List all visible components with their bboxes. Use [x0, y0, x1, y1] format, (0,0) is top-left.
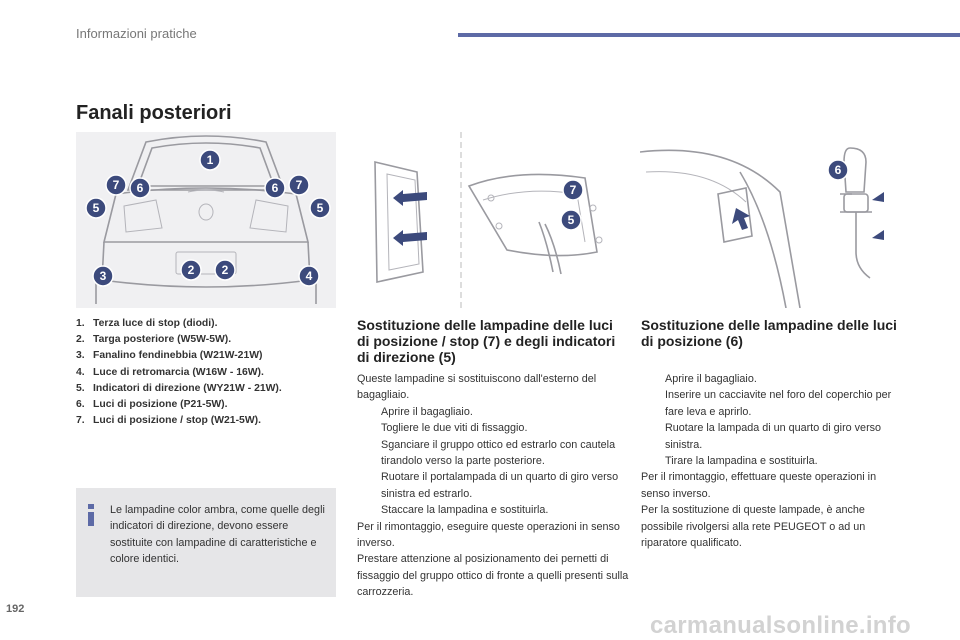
legend-item: 2. Targa posteriore (W5W-5W). — [76, 334, 232, 346]
step-item: Togliere le due viti di fissaggio. — [381, 422, 528, 435]
svg-text:6: 6 — [271, 181, 279, 195]
car-rear-diagram — [76, 132, 336, 308]
badge-7 — [563, 180, 583, 200]
lamp-assembly-diagram — [357, 132, 623, 308]
step-item: Tirare la lampadina e sostituirla. — [665, 455, 818, 468]
badge-2-left — [181, 260, 201, 280]
badge-5 — [561, 210, 581, 230]
svg-text:6: 6 — [136, 181, 144, 195]
section-outro: Prestare attenzione al posizionamento dei pernetti di fissaggio del gruppo ottico di fronte a quelli presenti sulla carrozzeria. — [357, 553, 629, 599]
svg-text:5: 5 — [316, 201, 324, 215]
badge-7-left — [106, 175, 126, 195]
header-accent-bar — [458, 33, 960, 37]
callout-badges — [561, 180, 583, 230]
badge-5-right — [310, 198, 330, 218]
badge-6 — [828, 160, 848, 180]
step-item: Aprire il bagagliaio. — [665, 373, 757, 385]
bulb-legend — [76, 316, 336, 429]
section-intro: Queste lampadine si sostituiscono dall'esterno del bagagliaio. — [357, 373, 597, 402]
step-item: Aprire il bagagliaio. — [381, 405, 473, 418]
page-title: Fanali posteriori — [76, 102, 232, 124]
info-icon — [84, 504, 98, 526]
legend-item: 6. Luci di posizione (P21-5W). — [76, 399, 228, 411]
step-item: Sganciare il gruppo ottico ed estrarlo con cautela tirandolo verso la parte posteriore. — [381, 438, 616, 468]
section-outro: Per il rimontaggio, eseguire queste operazioni in senso inverso. — [357, 520, 620, 550]
legend-item: 3. Fanalino fendinebbia (W21W-21W) — [76, 350, 263, 362]
svg-text:1: 1 — [206, 153, 214, 167]
svg-text:4: 4 — [305, 269, 313, 283]
svg-text:5: 5 — [567, 213, 575, 227]
badge-2-right — [215, 260, 235, 280]
section-outro: Per la sostituzione di queste lampade, è anche possibile rivolgersi alla rete PEUGEOT o ad un riparatore qualificato. — [641, 504, 866, 550]
info-note-text: Le lampadine color ambra, come quelle degli indicatori di direzione, devono essere sostituite con lampadine di caratteristiche e colore identici. — [110, 504, 325, 566]
legend-item: 5. Indicatori di direzione (WY21W - 21W). — [76, 382, 282, 394]
section-body-position-lamps — [641, 371, 906, 551]
badge-1 — [200, 150, 220, 170]
badge-6-right — [265, 178, 285, 198]
section-body-stop-indicators — [357, 371, 629, 601]
callout-badges — [828, 160, 848, 180]
legend-item: 7. Luci di posizione / stop (W21-5W). — [76, 415, 261, 427]
svg-text:7: 7 — [569, 183, 577, 197]
legend-item: 4. Luce di retromarcia (W16W - 16W). — [76, 366, 264, 378]
badge-7-right — [289, 175, 309, 195]
info-note-box — [76, 488, 336, 597]
position-lamp-diagram — [640, 132, 885, 308]
section-title-stop-indicators: Sostituzione delle lampadine delle luci di posizione / stop (7) e degli indicatori di direzione (5) — [357, 317, 616, 365]
section-header: Informazioni pratiche — [76, 26, 197, 41]
section-title-position-lamps: Sostituzione delle lampadine delle luci di posizione (6) — [641, 317, 897, 349]
svg-text:5: 5 — [92, 201, 100, 215]
badge-4 — [299, 266, 319, 286]
watermark: carmanualsonline.info — [650, 612, 912, 639]
svg-text:2: 2 — [187, 263, 195, 277]
step-item: Ruotare la lampada di un quarto di giro verso sinistra. — [665, 422, 882, 451]
svg-text:7: 7 — [295, 178, 303, 192]
svg-text:7: 7 — [112, 178, 120, 192]
page-number: 192 — [6, 603, 25, 615]
svg-text:3: 3 — [99, 269, 107, 283]
svg-text:2: 2 — [221, 263, 229, 277]
badge-6-left — [130, 178, 150, 198]
legend-item: 1. Terza luce di stop (diodi). — [76, 318, 218, 329]
svg-text:6: 6 — [834, 163, 842, 177]
step-item: Inserire un cacciavite nel foro del coperchio per fare leva e aprirlo. — [665, 389, 892, 418]
badge-5-left — [86, 198, 106, 218]
step-item: Ruotare il portalampada di un quarto di giro verso sinistra ed estrarlo. — [381, 471, 619, 500]
step-item: Staccare la lampadina e sostituirla. — [381, 504, 549, 517]
badge-3 — [93, 266, 113, 286]
section-outro: Per il rimontaggio, effettuare queste operazioni in senso inverso. — [641, 471, 877, 500]
